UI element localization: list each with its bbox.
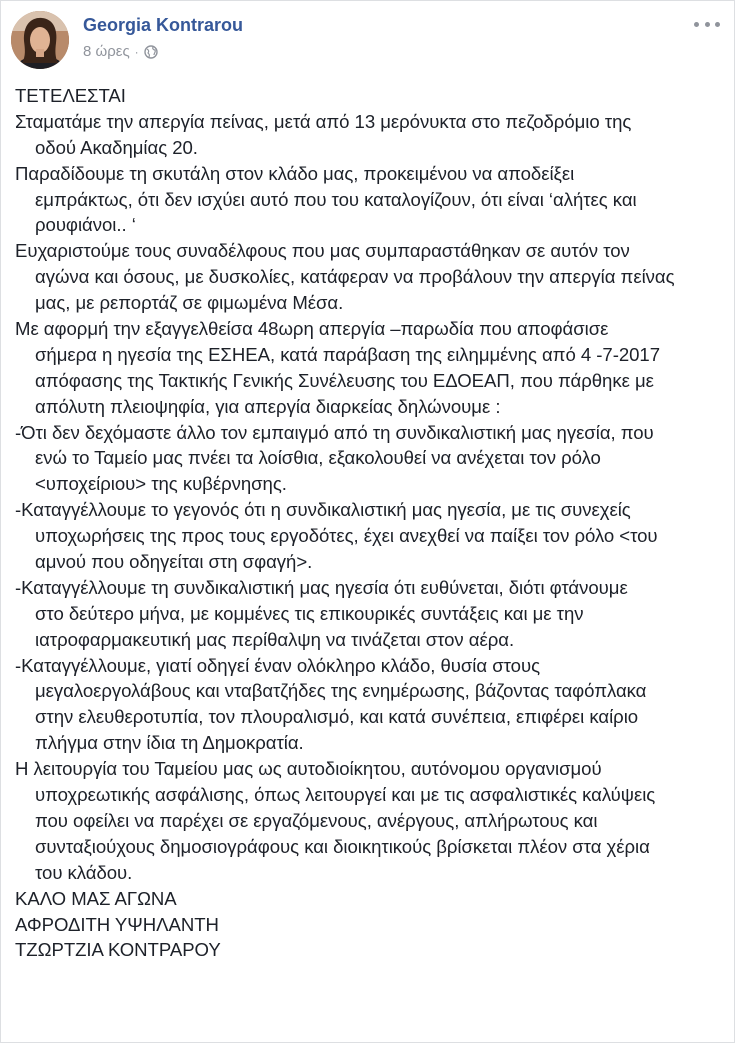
post-text-line: οδού Ακαδημίας 20. (35, 136, 198, 158)
post-text-line: <υποχείριου> της κυβέρνησης. (35, 473, 287, 495)
post-text-line: -Ότι δεν δεχόμαστε άλλο τον εμπαιγμό από τη συνδικαλιστική μας ηγεσία, που (15, 421, 654, 443)
post-text-line: απόλυτη πλειοψηφία, για απεργία διαρκείας δηλώνουμε : (35, 395, 501, 417)
post-header (11, 11, 726, 67)
post-text-line: ΑΦΡΟΔΙΤΗ ΥΨΗΛΑΝΤΗ (15, 913, 219, 935)
meta-separator: · (134, 44, 139, 59)
post-text-line: -Καταγγέλλουμε το γεγονός ότι η συνδικαλιστική μας ηγεσία, με τις συνεχείς (15, 499, 631, 521)
more-dot (694, 22, 699, 27)
post-text-line: υποχρεωτικής ασφάλισης, όπως λειτουργεί και με τις ασφαλιστικές καλύψεις (35, 784, 656, 806)
post-text-line: ενώ το Ταμείο μας πνέει τα λοίσθια, εξακολουθεί να ανέχεται τον ρόλο (35, 447, 601, 469)
post-text-line: εμπράκτως, ότι δεν ισχύει αυτό που του καταλογίζουν, ότι είναι ‘αλήτες και (35, 188, 637, 210)
post-text-line: -Καταγγέλλουμε τη συνδικαλιστική μας ηγεσία ότι ευθύνεται, διότι φτάνουμε (15, 576, 628, 598)
post-text-line: στο δεύτερο μήνα, με κομμένες τις επικουρικές συντάξεις και με την (35, 602, 584, 624)
post-text-line: αμνού που οδηγείται στη σφαγή>. (35, 551, 313, 573)
avatar-image (11, 11, 69, 69)
post-text-line: στην ελευθεροτυπία, τον πλουραλισμό, και κατά συνέπεια, επιφέρει καίριο (35, 706, 639, 728)
post-text-line: Η λειτουργία του Ταμείου μας ως αυτοδιοίκητου, αυτόνομου οργανισμού (15, 758, 602, 780)
more-horizontal-icon[interactable] (694, 17, 720, 31)
post-text-line: απόφασης της Τακτικής Γενικής Συνέλευσης του ΕΔΟΕΑΠ, που πάρθηκε με (35, 369, 654, 391)
post-meta (83, 43, 158, 60)
more-dot (705, 22, 710, 27)
post-text-line: που οφείλει να παρέχει σε εργαζόμενους, ανέργους, απλήρωτους και (35, 809, 598, 831)
post-text-line: Με αφορμή την εξαγγελθείσα 48ωρη απεργία –παρωδία που αποφάσισε (15, 318, 609, 340)
post-text-line: συνταξιούχους δημοσιογράφους και διοικητικούς βρίσκεται πλέον στα χέρια (35, 835, 650, 857)
globe-icon[interactable] (144, 45, 158, 59)
post-text-line: σήμερα η ηγεσία της ΕΣΗΕΑ, κατά παράβαση της ειλημμένης από 4 -7-2017 (35, 343, 661, 365)
post-text-line: ΤΖΩΡΤΖΙΑ ΚΟΝΤΡΑΡΟΥ (15, 939, 221, 961)
post-text-line: Ευχαριστούμε τους συναδέλφους που μας συμπαραστάθηκαν σε αυτόν τον (15, 240, 630, 262)
post-text-line: μας, με ρεπορτάζ σε φιμωμένα Μέσα. (35, 292, 344, 314)
post-text-line: ιατροφαρμακευτική μας περίθαλψη να τινάζεται στον αέρα. (35, 628, 515, 650)
post-text-line: -Καταγγέλλουμε, γιατί οδηγεί έναν ολόκληρο κλάδο, θυσία στους (15, 654, 540, 676)
post-text-line: πλήγμα στην ίδια τη Δημοκρατία. (35, 732, 304, 754)
post-text-line: ΤΕΤΕΛΕΣΤΑΙ (15, 85, 126, 106)
post-text-line: αγώνα και όσους, με δυσκολίες, κατάφεραν να προβάλουν την απεργία πείνας (35, 266, 675, 288)
post-body (15, 83, 720, 963)
post-text-line: ρουφιάνοι.. ‘ (35, 214, 136, 236)
post-timestamp[interactable]: 8 ώρες (83, 43, 130, 60)
post-text-line: Σταματάμε την απεργία πείνας, μετά από 13 μερόνυκτα στο πεζοδρόμιο της (15, 110, 632, 132)
post-text-line: ΚΑΛΟ ΜΑΣ ΑΓΩΝΑ (15, 887, 177, 909)
post-text-line: του κλάδου. (35, 861, 133, 883)
post-text-line: υποχωρήσεις της προς τους εργοδότες, έχει ανεχθεί να παίξει τον ρόλο <του (35, 525, 658, 547)
more-dot (715, 22, 720, 27)
author-name[interactable]: Georgia Kontrarou (83, 15, 244, 35)
post-text-line: μεγαλοεργολάβους και νταβατζήδες της ενημέρωσης, βάζοντας ταφόπλακα (35, 680, 647, 702)
author-avatar[interactable] (11, 11, 69, 69)
post-text-line: Παραδίδουμε τη σκυτάλη στον κλάδο μας, προκειμένου να αποδείξει (15, 162, 575, 184)
